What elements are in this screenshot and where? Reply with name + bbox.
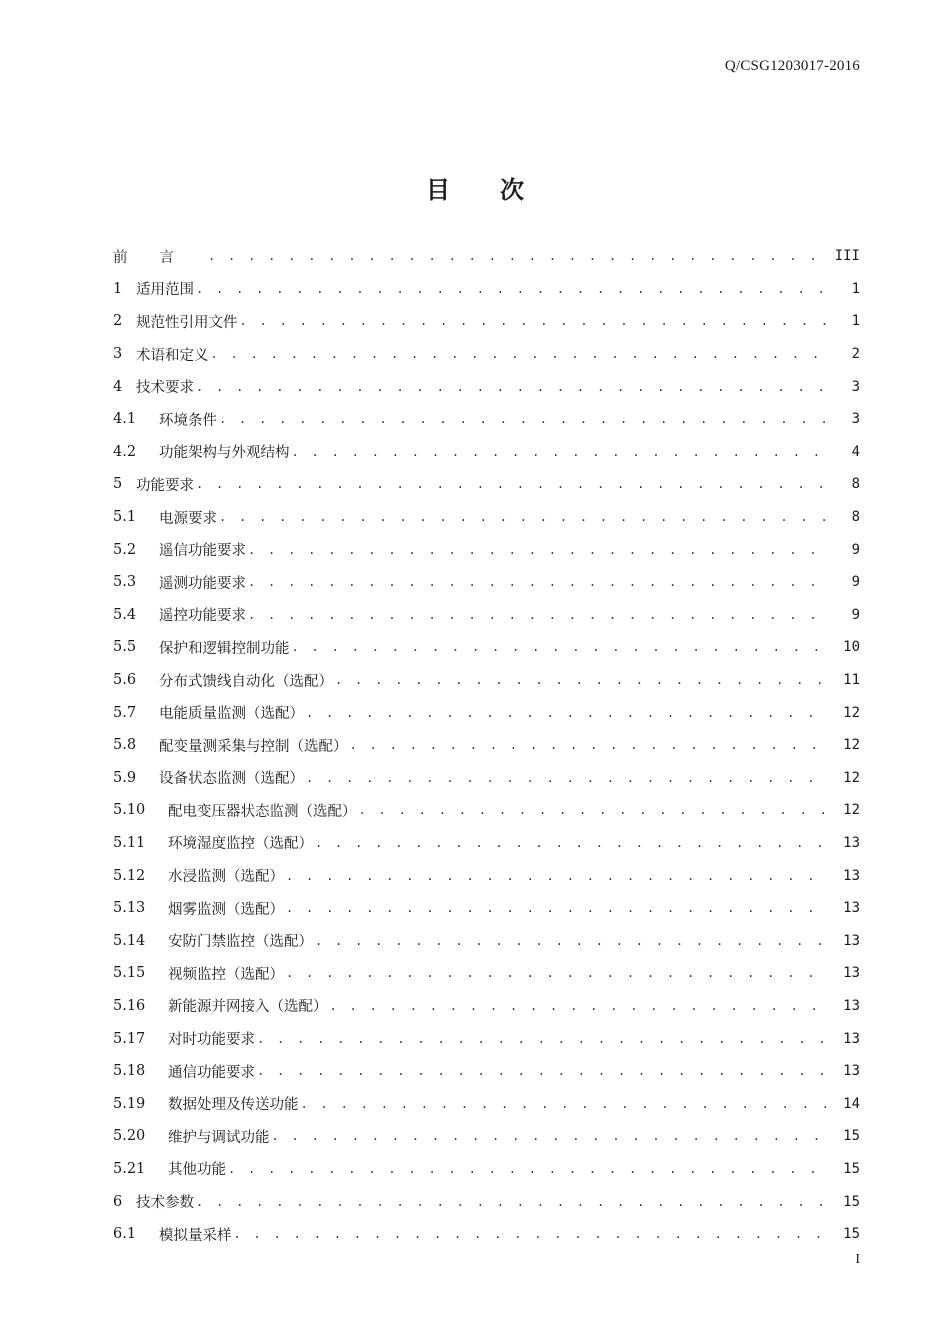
toc-entry-page: 14 xyxy=(843,1095,860,1112)
toc-entry[interactable] xyxy=(113,794,860,827)
toc-entry-number: 5.20 xyxy=(113,1128,146,1145)
toc-entry-label: 前言 xyxy=(113,249,206,266)
toc-entry-label: 安防门禁监控（选配） xyxy=(168,934,313,951)
toc-entry-label: 配变量测采集与控制（选配） xyxy=(159,738,348,755)
toc-entry-number: 4.1 xyxy=(113,411,137,428)
toc-dot-leader xyxy=(286,901,830,915)
toc-dot-leader xyxy=(240,314,831,328)
toc-dot-leader xyxy=(315,934,830,948)
toc-entry-number: 2 xyxy=(113,313,123,330)
toc-entry-page: III xyxy=(834,248,860,265)
toc-dot-leader xyxy=(196,1195,830,1209)
toc-entry-page: 3 xyxy=(851,411,860,428)
toc-entry-page: 9 xyxy=(851,606,860,623)
toc-dot-leader xyxy=(228,1162,830,1176)
toc-entry-page: 9 xyxy=(851,574,860,591)
toc-dot-leader xyxy=(306,771,830,785)
toc-entry[interactable] xyxy=(113,696,860,729)
toc-entry[interactable] xyxy=(113,1120,860,1153)
toc-entry-label: 环境条件 xyxy=(159,412,217,429)
toc-entry-number: 6.1 xyxy=(113,1226,137,1243)
toc-entry-number: 5.7 xyxy=(113,704,137,721)
document-code: Q/CSG1203017-2016 xyxy=(724,58,860,74)
toc-entry-page: 13 xyxy=(843,965,860,982)
toc-entry-page: 15 xyxy=(843,1226,860,1243)
toc-entry-number: 1 xyxy=(113,280,123,297)
toc-entry-label: 通信功能要求 xyxy=(168,1064,255,1081)
toc-entry-page: 15 xyxy=(843,1128,860,1145)
toc-dot-leader xyxy=(315,836,830,850)
toc-entry-label: 电能质量监测（选配） xyxy=(159,706,304,723)
toc-entry-number: 5.9 xyxy=(113,769,137,786)
toc-entry-number: 5.16 xyxy=(113,997,146,1014)
toc-entry[interactable] xyxy=(113,273,860,306)
page-number: I xyxy=(855,1252,860,1267)
toc-entry-number: 5.5 xyxy=(113,639,137,656)
toc-entry-page: 2 xyxy=(851,346,860,363)
toc-dot-leader xyxy=(248,608,830,622)
toc-entry[interactable] xyxy=(113,924,860,957)
toc-entry[interactable] xyxy=(113,892,860,925)
toc-entry[interactable] xyxy=(113,762,860,795)
toc-entry-number: 5.14 xyxy=(113,932,146,949)
toc-entry-page: 13 xyxy=(843,1063,860,1080)
toc-entry-label: 适用范围 xyxy=(136,282,194,299)
toc-entry-page: 11 xyxy=(843,672,860,689)
toc-entry-number: 5 xyxy=(113,476,123,493)
toc-dot-leader xyxy=(359,803,831,817)
toc-entry-number: 5.11 xyxy=(113,834,146,851)
toc-dot-leader xyxy=(272,1129,831,1143)
toc-dot-leader xyxy=(196,380,830,394)
toc-dot-leader xyxy=(306,706,830,720)
toc-title: 目次 xyxy=(426,176,574,204)
toc-entry[interactable] xyxy=(113,664,860,697)
toc-entry-page: 10 xyxy=(843,639,860,656)
toc-dot-leader xyxy=(234,1227,831,1241)
toc-entry-label: 功能架构与外观结构 xyxy=(159,445,290,462)
toc-entry-label: 视频监控（选配） xyxy=(168,966,284,983)
toc-entry-page: 12 xyxy=(843,737,860,754)
toc-entry-number: 5.17 xyxy=(113,1030,146,1047)
toc-entry-number: 4 xyxy=(113,378,123,395)
toc-entry-page: 4 xyxy=(851,443,860,460)
toc-entry-number: 5.6 xyxy=(113,672,137,689)
toc-entry[interactable] xyxy=(113,1185,860,1218)
toc-dot-leader xyxy=(219,510,830,524)
toc-entry-number: 5.12 xyxy=(113,867,146,884)
toc-entry[interactable] xyxy=(113,957,860,990)
toc-entry-label: 其他功能 xyxy=(168,1162,226,1179)
toc-entry-label: 遥控功能要求 xyxy=(159,608,246,625)
toc-entry-number: 5.3 xyxy=(113,574,137,591)
toc-entry-page: 13 xyxy=(843,932,860,949)
toc-entry-label: 烟雾监测（选配） xyxy=(168,901,284,918)
toc-entry[interactable] xyxy=(113,859,860,892)
toc-entry[interactable] xyxy=(113,631,860,664)
toc-entry-number: 4.2 xyxy=(113,443,137,460)
toc-entry[interactable] xyxy=(113,1153,860,1186)
toc-entry-page: 1 xyxy=(851,280,860,297)
toc-entry-page: 8 xyxy=(851,476,860,493)
toc-dot-leader xyxy=(196,282,830,296)
toc-entry-page: 9 xyxy=(851,541,860,558)
toc-entry-page: 13 xyxy=(843,1030,860,1047)
toc-entry-page: 13 xyxy=(843,997,860,1014)
toc-entry-page: 12 xyxy=(843,802,860,819)
toc-dot-leader xyxy=(292,445,831,459)
toc-entry[interactable] xyxy=(113,1022,860,1055)
toc-entry-number: 5.18 xyxy=(113,1063,146,1080)
toc-entry-number: 5.8 xyxy=(113,737,137,754)
toc-entry-label: 新能源并网接入（选配） xyxy=(168,999,328,1016)
toc-entry-label: 技术要求 xyxy=(136,380,194,397)
toc-entry[interactable] xyxy=(113,501,860,534)
toc-entry[interactable] xyxy=(113,827,860,860)
toc-entry[interactable] xyxy=(113,370,860,403)
toc-dot-leader xyxy=(219,412,830,426)
toc-entry-label: 模拟量采样 xyxy=(159,1227,232,1244)
toc-dot-leader xyxy=(350,738,831,752)
toc-entry-label: 数据处理及传送功能 xyxy=(168,1097,299,1114)
toc-entry-label: 水浸监测（选配） xyxy=(168,869,284,886)
toc-entry-number: 5.4 xyxy=(113,606,137,623)
toc-entry-number: 5.15 xyxy=(113,965,146,982)
toc-dot-leader xyxy=(335,673,830,687)
toc-entry-page: 15 xyxy=(843,1193,860,1210)
toc-entry-label: 功能要求 xyxy=(136,477,194,494)
toc-entry-page: 13 xyxy=(843,867,860,884)
toc-entry-number: 5.19 xyxy=(113,1095,146,1112)
toc-entry[interactable] xyxy=(113,990,860,1023)
toc-entry-number: 3 xyxy=(113,346,123,363)
toc-entry-page: 13 xyxy=(843,900,860,917)
toc-entry-number: 5.13 xyxy=(113,900,146,917)
toc-entry-label: 术语和定义 xyxy=(136,347,209,364)
toc-entry-label: 对时功能要求 xyxy=(168,1032,255,1049)
toc-entry-number: 5.10 xyxy=(113,802,146,819)
toc-entry-page: 3 xyxy=(851,378,860,395)
toc-entry-number: 5.1 xyxy=(113,509,137,526)
toc-dot-leader xyxy=(292,640,831,654)
toc-entry-label: 维护与调试功能 xyxy=(168,1129,270,1146)
toc-entry-label: 技术参数 xyxy=(136,1195,194,1212)
toc-dot-leader xyxy=(286,869,830,883)
toc-entry-label: 规范性引用文件 xyxy=(136,314,238,331)
toc-entry-label: 遥测功能要求 xyxy=(159,575,246,592)
toc-entry-label: 环境湿度监控（选配） xyxy=(168,836,313,853)
table-of-contents xyxy=(113,240,860,1250)
toc-entry[interactable] xyxy=(113,468,860,501)
toc-entry-page: 13 xyxy=(843,834,860,851)
toc-dot-leader xyxy=(196,477,830,491)
toc-entry[interactable] xyxy=(113,1055,860,1088)
toc-entry[interactable] xyxy=(113,1087,860,1120)
toc-dot-leader xyxy=(211,347,831,361)
toc-dot-leader xyxy=(248,575,830,589)
toc-dot-leader xyxy=(330,999,831,1013)
toc-entry[interactable] xyxy=(113,599,860,632)
toc-entry-number: 5.21 xyxy=(113,1160,146,1177)
toc-entry[interactable] xyxy=(113,305,860,338)
toc-entry-page: 12 xyxy=(843,704,860,721)
toc-entry[interactable] xyxy=(113,240,860,273)
toc-entry[interactable] xyxy=(113,338,860,371)
toc-dot-leader xyxy=(257,1064,830,1078)
toc-entry-page: 1 xyxy=(851,313,860,330)
toc-entry[interactable] xyxy=(113,729,860,762)
toc-entry-page: 15 xyxy=(843,1160,860,1177)
toc-entry-page: 12 xyxy=(843,769,860,786)
toc-entry[interactable] xyxy=(113,566,860,599)
toc-dot-leader xyxy=(248,543,830,557)
toc-entry-label: 分布式馈线自动化（选配） xyxy=(159,673,333,690)
toc-entry-label: 保护和逻辑控制功能 xyxy=(159,640,290,657)
toc-entry-label: 设备状态监测（选配） xyxy=(159,771,304,788)
toc-entry-label: 遥信功能要求 xyxy=(159,543,246,560)
toc-dot-leader xyxy=(257,1032,830,1046)
toc-entry[interactable] xyxy=(113,1218,860,1251)
toc-entry[interactable] xyxy=(113,436,860,469)
toc-entry-label: 电源要求 xyxy=(159,510,217,527)
toc-entry[interactable] xyxy=(113,533,860,566)
toc-dot-leader xyxy=(208,249,830,263)
toc-dot-leader xyxy=(301,1097,831,1111)
toc-entry-page: 8 xyxy=(851,509,860,526)
toc-entry[interactable] xyxy=(113,403,860,436)
toc-entry-number: 5.2 xyxy=(113,541,137,558)
toc-entry-number: 6 xyxy=(113,1193,123,1210)
toc-entry-label: 配电变压器状态监测（选配） xyxy=(168,803,357,820)
toc-dot-leader xyxy=(286,966,830,980)
